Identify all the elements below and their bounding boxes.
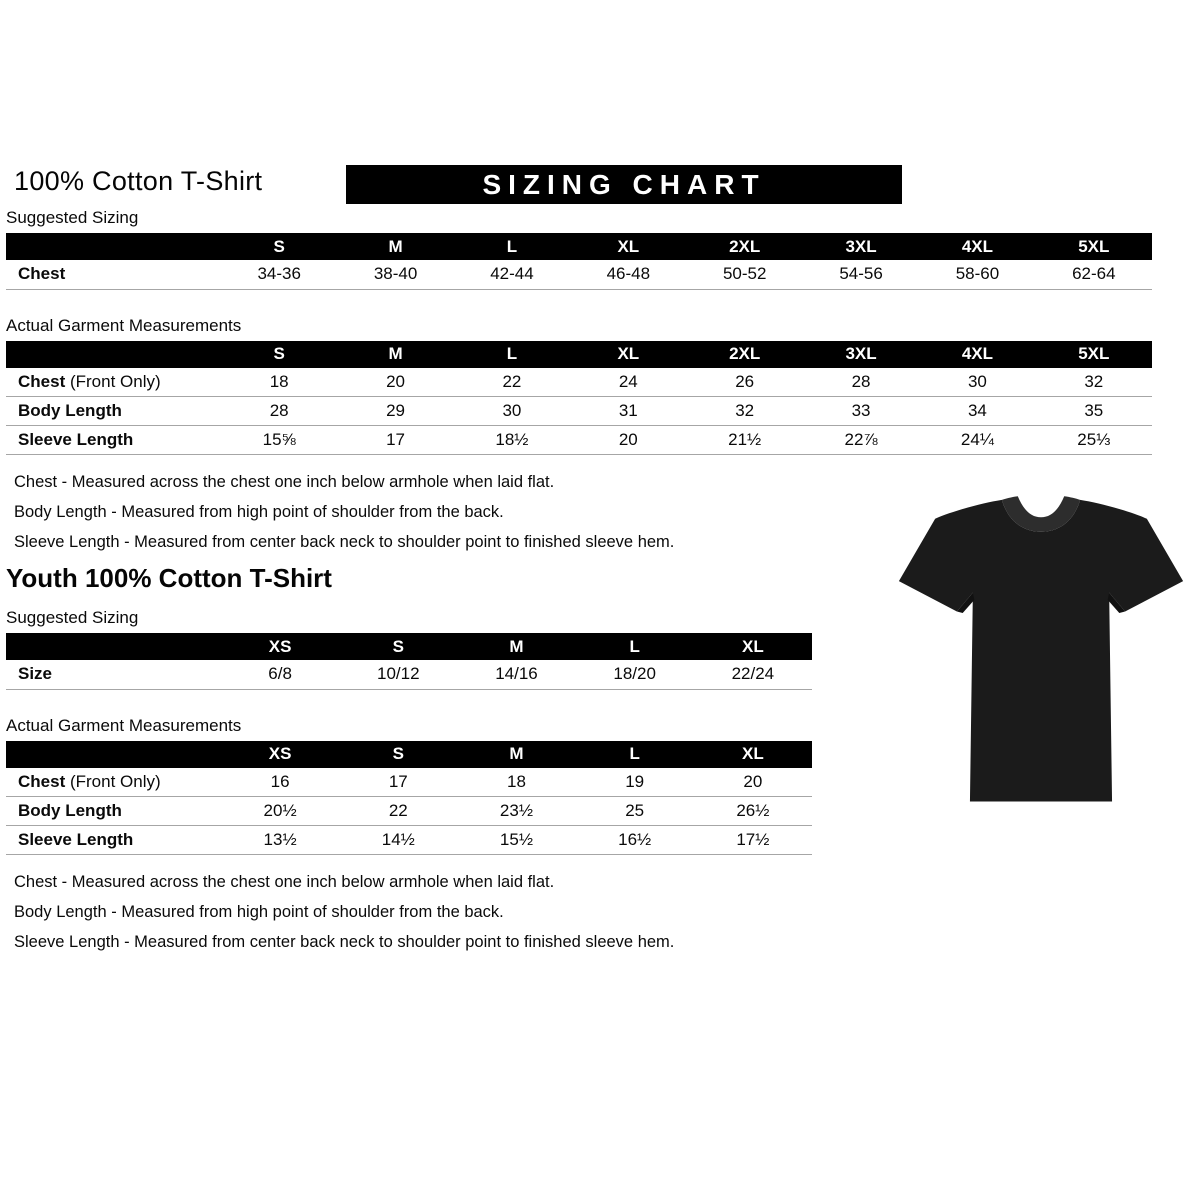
measurement-cell: 58-60	[919, 260, 1035, 289]
size-column-header: S	[221, 341, 337, 368]
row-label: Chest	[6, 260, 221, 289]
measurement-cell: 24	[570, 368, 686, 397]
note-chest: Chest - Measured across the chest one inch below armhole when laid flat.	[14, 873, 555, 891]
measurement-cell: 32	[1036, 368, 1152, 397]
size-column-header: XS	[221, 633, 339, 660]
measurement-cell: 17	[339, 768, 457, 797]
size-column-header: M	[457, 633, 575, 660]
size-column-header: XL	[694, 741, 812, 768]
note-body-length: Body Length - Measured from high point of shoulder from the back.	[14, 503, 504, 521]
youth-actual-measurements-table	[6, 741, 812, 856]
size-column-header: L	[454, 233, 570, 260]
measurement-cell: 62-64	[1036, 260, 1152, 289]
row-label: Chest (Front Only)	[6, 768, 221, 797]
size-column-header: 5XL	[1036, 233, 1152, 260]
header-row	[6, 633, 812, 660]
size-column-header: S	[339, 633, 457, 660]
youth-actual-measurements-label: Actual Garment Measurements	[6, 715, 242, 735]
table-row	[6, 660, 812, 689]
measurement-cell: 28	[221, 397, 337, 426]
measurement-cell: 18½	[454, 426, 570, 455]
size-column-header: S	[221, 233, 337, 260]
measurement-cell: 24¼	[919, 426, 1035, 455]
youth-suggested-sizing-table	[6, 633, 812, 690]
size-column-header: L	[576, 741, 694, 768]
size-column-header: 2XL	[687, 341, 803, 368]
size-column-header: XL	[570, 233, 686, 260]
row-label: Sleeve Length	[6, 426, 221, 455]
measurement-cell: 46-48	[570, 260, 686, 289]
measurement-cell: 16½	[576, 826, 694, 855]
measurement-cell: 20	[570, 426, 686, 455]
measurement-cell: 33	[803, 397, 919, 426]
table-row	[6, 397, 1152, 426]
table-row	[6, 826, 812, 855]
table-row	[6, 768, 812, 797]
measurement-cell: 22⅞	[803, 426, 919, 455]
measurement-cell: 18	[457, 768, 575, 797]
sizing-chart-banner: SIZING CHART	[346, 165, 902, 204]
table-row	[6, 368, 1152, 397]
note-chest: Chest - Measured across the chest one inch below armhole when laid flat.	[14, 473, 555, 491]
measurement-cell: 19	[576, 768, 694, 797]
measurement-cell: 25	[576, 797, 694, 826]
header-spacer-cell	[6, 341, 221, 368]
size-column-header: XL	[570, 341, 686, 368]
measurement-cell: 21½	[687, 426, 803, 455]
measurement-cell: 25⅓	[1036, 426, 1152, 455]
header-spacer-cell	[6, 233, 221, 260]
measurement-cell: 14½	[339, 826, 457, 855]
measurement-cell: 15⅝	[221, 426, 337, 455]
measurement-cell: 20	[694, 768, 812, 797]
note-sleeve-length: Sleeve Length - Measured from center back neck to shoulder point to finished sleeve hem.	[14, 533, 675, 551]
header-row	[6, 341, 1152, 368]
size-column-header: L	[454, 341, 570, 368]
measurement-cell: 42-44	[454, 260, 570, 289]
size-column-header: S	[339, 741, 457, 768]
note-sleeve-length: Sleeve Length - Measured from center back neck to shoulder point to finished sleeve hem.	[14, 933, 675, 951]
adult-actual-measurements-table	[6, 341, 1152, 456]
measurement-cell: 31	[570, 397, 686, 426]
size-column-header: 3XL	[803, 341, 919, 368]
table-row	[6, 426, 1152, 455]
measurement-cell: 38-40	[337, 260, 453, 289]
measurement-cell: 50-52	[687, 260, 803, 289]
adult-actual-measurements-label: Actual Garment Measurements	[6, 315, 242, 335]
page-title: 100% Cotton T-Shirt	[14, 166, 263, 196]
measurement-cell: 22	[454, 368, 570, 397]
table-row	[6, 797, 812, 826]
measurement-cell: 6/8	[221, 660, 339, 689]
size-column-header: M	[337, 233, 453, 260]
measurement-cell: 54-56	[803, 260, 919, 289]
measurement-cell: 35	[1036, 397, 1152, 426]
measurement-cell: 30	[919, 368, 1035, 397]
size-column-header: M	[457, 741, 575, 768]
row-label: Chest (Front Only)	[6, 368, 221, 397]
row-label: Size	[6, 660, 221, 689]
tshirt-graphic	[896, 478, 1186, 819]
measurement-cell: 29	[337, 397, 453, 426]
measurement-cell: 17½	[694, 826, 812, 855]
measurement-cell: 26	[687, 368, 803, 397]
measurement-cell: 10/12	[339, 660, 457, 689]
youth-section-title: Youth 100% Cotton T-Shirt	[6, 563, 332, 593]
measurement-cell: 13½	[221, 826, 339, 855]
header-spacer-cell	[6, 741, 221, 768]
size-column-header: 2XL	[687, 233, 803, 260]
measurement-cell: 34-36	[221, 260, 337, 289]
measurement-cell: 22	[339, 797, 457, 826]
header-row	[6, 233, 1152, 260]
note-body-length: Body Length - Measured from high point of shoulder from the back.	[14, 903, 504, 921]
adult-suggested-sizing-label: Suggested Sizing	[6, 208, 139, 227]
measurement-cell: 23½	[457, 797, 575, 826]
header-spacer-cell	[6, 633, 221, 660]
row-label: Sleeve Length	[6, 826, 221, 855]
measurement-cell: 15½	[457, 826, 575, 855]
size-column-header: L	[576, 633, 694, 660]
measurement-cell: 22/24	[694, 660, 812, 689]
measurement-cell: 18	[221, 368, 337, 397]
adult-suggested-sizing-table	[6, 233, 1152, 290]
size-column-header: 4XL	[919, 341, 1035, 368]
youth-suggested-sizing-label: Suggested Sizing	[6, 608, 139, 627]
measurement-cell: 17	[337, 426, 453, 455]
measurement-cell: 16	[221, 768, 339, 797]
row-label: Body Length	[6, 797, 221, 826]
measurement-cell: 18/20	[576, 660, 694, 689]
size-column-header: 5XL	[1036, 341, 1152, 368]
size-column-header: XL	[694, 633, 812, 660]
measurement-cell: 20½	[221, 797, 339, 826]
measurement-cell: 30	[454, 397, 570, 426]
row-label: Body Length	[6, 397, 221, 426]
size-column-header: XS	[221, 741, 339, 768]
measurement-cell: 28	[803, 368, 919, 397]
black-tshirt-image	[896, 478, 1186, 819]
measurement-cell: 32	[687, 397, 803, 426]
table-row	[6, 260, 1152, 289]
size-column-header: 3XL	[803, 233, 919, 260]
measurement-cell: 26½	[694, 797, 812, 826]
youth-measurement-notes	[14, 873, 1200, 952]
measurement-cell: 14/16	[457, 660, 575, 689]
size-column-header: M	[337, 341, 453, 368]
size-column-header: 4XL	[919, 233, 1035, 260]
header-row	[6, 741, 812, 768]
measurement-cell: 20	[337, 368, 453, 397]
measurement-cell: 34	[919, 397, 1035, 426]
